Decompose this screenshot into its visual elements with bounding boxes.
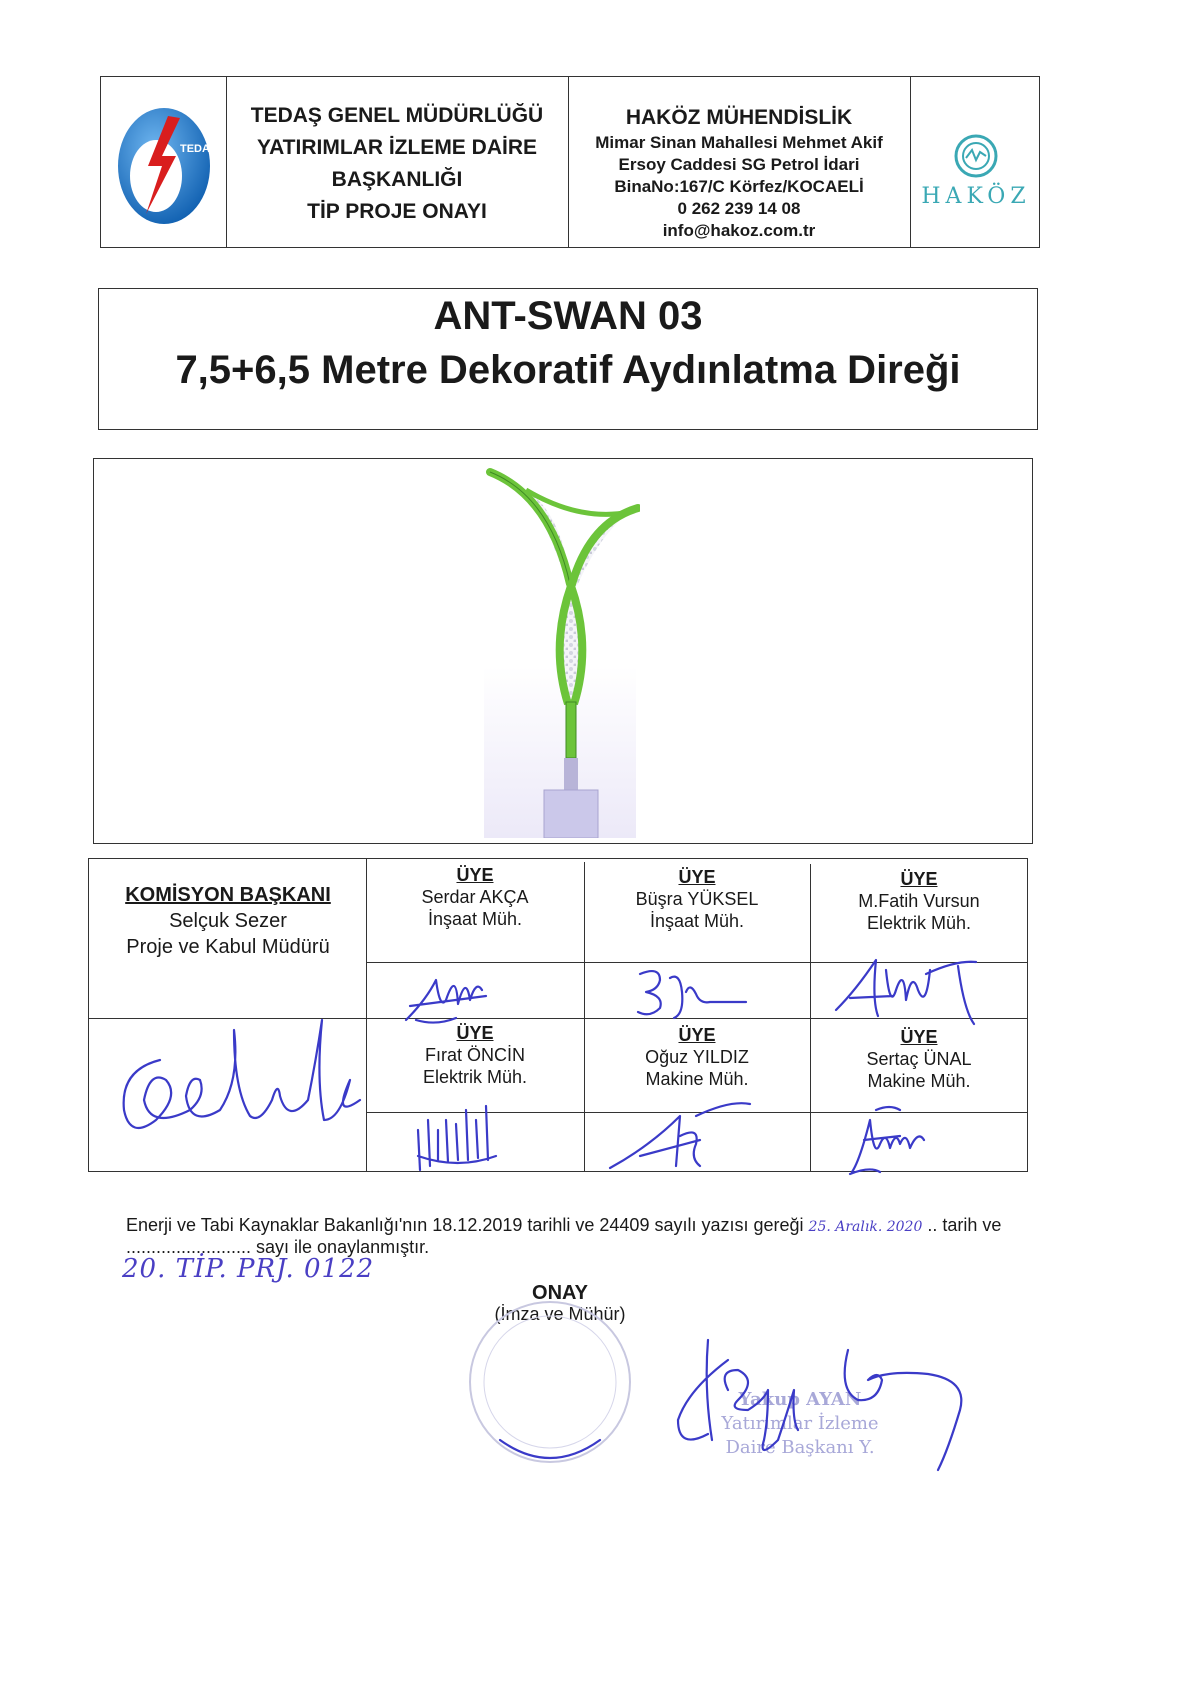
member-6-signature bbox=[840, 1100, 940, 1180]
approver-title: Daire Başkanı Y. bbox=[725, 1437, 875, 1458]
hakoz-logo-icon bbox=[912, 126, 1040, 226]
approver-name: Yakup AYAN bbox=[738, 1389, 862, 1410]
header-center-line-1: TEDAŞ GENEL MÜDÜRLÜĞÜ bbox=[250, 104, 544, 127]
onay-sub: (İmza ve Mühür) bbox=[494, 1304, 626, 1324]
approver-signature bbox=[668, 1330, 988, 1480]
member-3-role: ÜYE bbox=[900, 869, 938, 889]
pole-illustration bbox=[480, 466, 640, 838]
approval-line-2: ......................... sayı ile onaylanmıştır. bbox=[126, 1237, 430, 1257]
approval-line-1 bbox=[126, 1214, 1006, 1238]
tedas-logo bbox=[110, 96, 218, 228]
member-5-signature bbox=[600, 1096, 760, 1176]
member-2-signature bbox=[630, 962, 760, 1022]
member-3 bbox=[810, 868, 1028, 934]
member-1-title: İnşaat Müh. bbox=[427, 909, 523, 929]
member-2-title: İnşaat Müh. bbox=[649, 911, 745, 931]
member-6-role: ÜYE bbox=[900, 1027, 938, 1047]
chair-signature bbox=[110, 1000, 370, 1160]
member-5-role: ÜYE bbox=[678, 1025, 716, 1045]
member-4 bbox=[366, 1022, 584, 1088]
approval-text-part1: Enerji ve Tabi Kaynaklar Bakanlığı'nın 18.12.2019 tarihli ve 24409 sayılı yazısı gereği bbox=[126, 1215, 804, 1235]
member-5-title: Makine Müh. bbox=[645, 1069, 749, 1089]
company-name: HAKÖZ MÜHENDİSLİK bbox=[625, 106, 853, 129]
member-2 bbox=[584, 866, 810, 932]
member-2-role: ÜYE bbox=[678, 867, 716, 887]
member-1-role: ÜYE bbox=[456, 865, 494, 885]
header-divider-3 bbox=[910, 76, 911, 248]
hakoz-logo-text: HAKÖZ bbox=[921, 184, 1031, 209]
header-center-line-3: BAŞKANLIĞI bbox=[331, 168, 463, 191]
chair-title: Proje ve Kabul Müdürü bbox=[126, 936, 330, 958]
approval-text-part2: .. tarih ve bbox=[927, 1215, 1002, 1235]
member-5-name: Oğuz YILDIZ bbox=[645, 1047, 749, 1067]
onay-label: ONAY bbox=[532, 1282, 588, 1304]
pole-icon bbox=[480, 466, 640, 838]
company-address-2: Ersoy Caddesi SG Petrol İdari bbox=[618, 155, 860, 174]
member-4-name: Fırat ÖNCİN bbox=[424, 1045, 525, 1065]
header-center-line-2: YATIRIMLAR İZLEME DAİRE bbox=[256, 136, 537, 159]
member-6 bbox=[810, 1026, 1028, 1092]
company-email: info@hakoz.com.tr bbox=[662, 221, 816, 240]
hakoz-logo bbox=[912, 126, 1040, 226]
svg-text:TEDAŞ: TEDAŞ bbox=[180, 143, 218, 155]
committee-chair bbox=[90, 882, 366, 960]
approval-number: 20. TİP. PRJ. 0122 bbox=[122, 1254, 375, 1284]
product-code: ANT-SWAN 03 bbox=[433, 294, 703, 338]
tedas-logo-icon bbox=[110, 96, 218, 228]
member-3-title: Elektrik Müh. bbox=[866, 913, 972, 933]
member-3-signature bbox=[826, 950, 986, 1030]
member-4-role: ÜYE bbox=[456, 1023, 494, 1043]
header-center-line-4: TİP PROJE ONAYI bbox=[307, 200, 487, 223]
approval-date: 25. Aralık. 2020 bbox=[808, 1219, 923, 1235]
member-3-name: M.Fatih Vursun bbox=[858, 891, 980, 911]
header-company bbox=[568, 104, 910, 242]
company-address-3: BinaNo:167/C Körfez/KOCAELİ bbox=[614, 177, 864, 196]
approver-dept: Yatırımlar İzleme bbox=[721, 1413, 879, 1434]
member-2-name: Büşra YÜKSEL bbox=[635, 889, 759, 909]
member-4-title: Elektrik Müh. bbox=[422, 1067, 528, 1087]
member-1-signature bbox=[396, 960, 516, 1030]
member-6-title: Makine Müh. bbox=[867, 1071, 971, 1091]
member-1-name: Serdar AKÇA bbox=[421, 887, 529, 907]
product-description: 7,5+6,5 Metre Dekoratif Aydınlatma Direği bbox=[175, 348, 961, 392]
chair-role: KOMİSYON BAŞKANI bbox=[125, 884, 331, 906]
header-center bbox=[226, 100, 568, 228]
member-1 bbox=[366, 864, 584, 930]
company-phone: 0 262 239 14 08 bbox=[677, 199, 801, 218]
chair-name: Selçuk Sezer bbox=[169, 910, 287, 932]
member-6-name: Sertaç ÜNAL bbox=[866, 1049, 972, 1069]
member-5 bbox=[584, 1024, 810, 1090]
member-4-signature bbox=[408, 1100, 508, 1180]
company-address-1: Mimar Sinan Mahallesi Mehmet Akif bbox=[595, 133, 883, 152]
official-stamp bbox=[460, 1290, 640, 1480]
